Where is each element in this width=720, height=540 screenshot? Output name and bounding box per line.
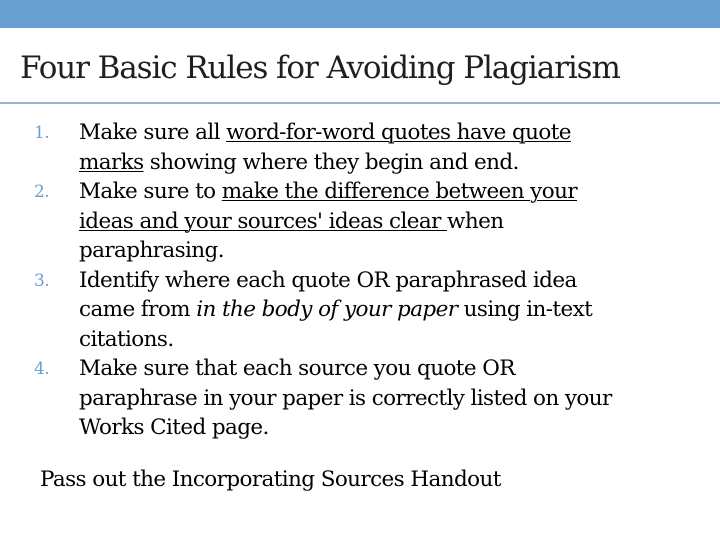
rule-text: Make sure that each source you quote OR paraphrase in your paper is correctly listed on your Works Cited page. (79, 356, 612, 440)
rule-emphasis-underlined: word-for-word quotes have quote marks (79, 120, 571, 175)
rule-text: Identify where each quote OR paraphrased idea came from (79, 267, 577, 322)
title-divider (0, 102, 720, 104)
rule-number: 1. (34, 123, 50, 143)
rule-text: using in-text citations. (79, 297, 593, 352)
rule-emphasis-italic: in the body of your paper (196, 297, 458, 322)
footer-note: Pass out the Incorporating Sources Handout (40, 467, 501, 492)
slide-title: Four Basic Rules for Avoiding Plagiarism (20, 50, 620, 86)
rule-number: 4. (34, 359, 50, 379)
rules-list (34, 118, 634, 443)
rule-item-1 (34, 118, 634, 177)
rule-text: Make sure to (79, 179, 222, 204)
rule-item-2 (34, 177, 634, 266)
rule-text: when paraphrasing. (79, 208, 504, 263)
rule-text: Make sure all (79, 120, 227, 145)
rule-emphasis-underlined: make the difference between your ideas and your sources' ideas clear (79, 179, 577, 234)
rule-number: 2. (34, 182, 50, 202)
rule-item-4 (34, 354, 634, 443)
rule-number: 3. (34, 270, 50, 291)
top-accent-bar (0, 0, 720, 28)
rule-text: showing where they begin and end. (143, 149, 519, 175)
rule-item-3 (34, 266, 634, 355)
